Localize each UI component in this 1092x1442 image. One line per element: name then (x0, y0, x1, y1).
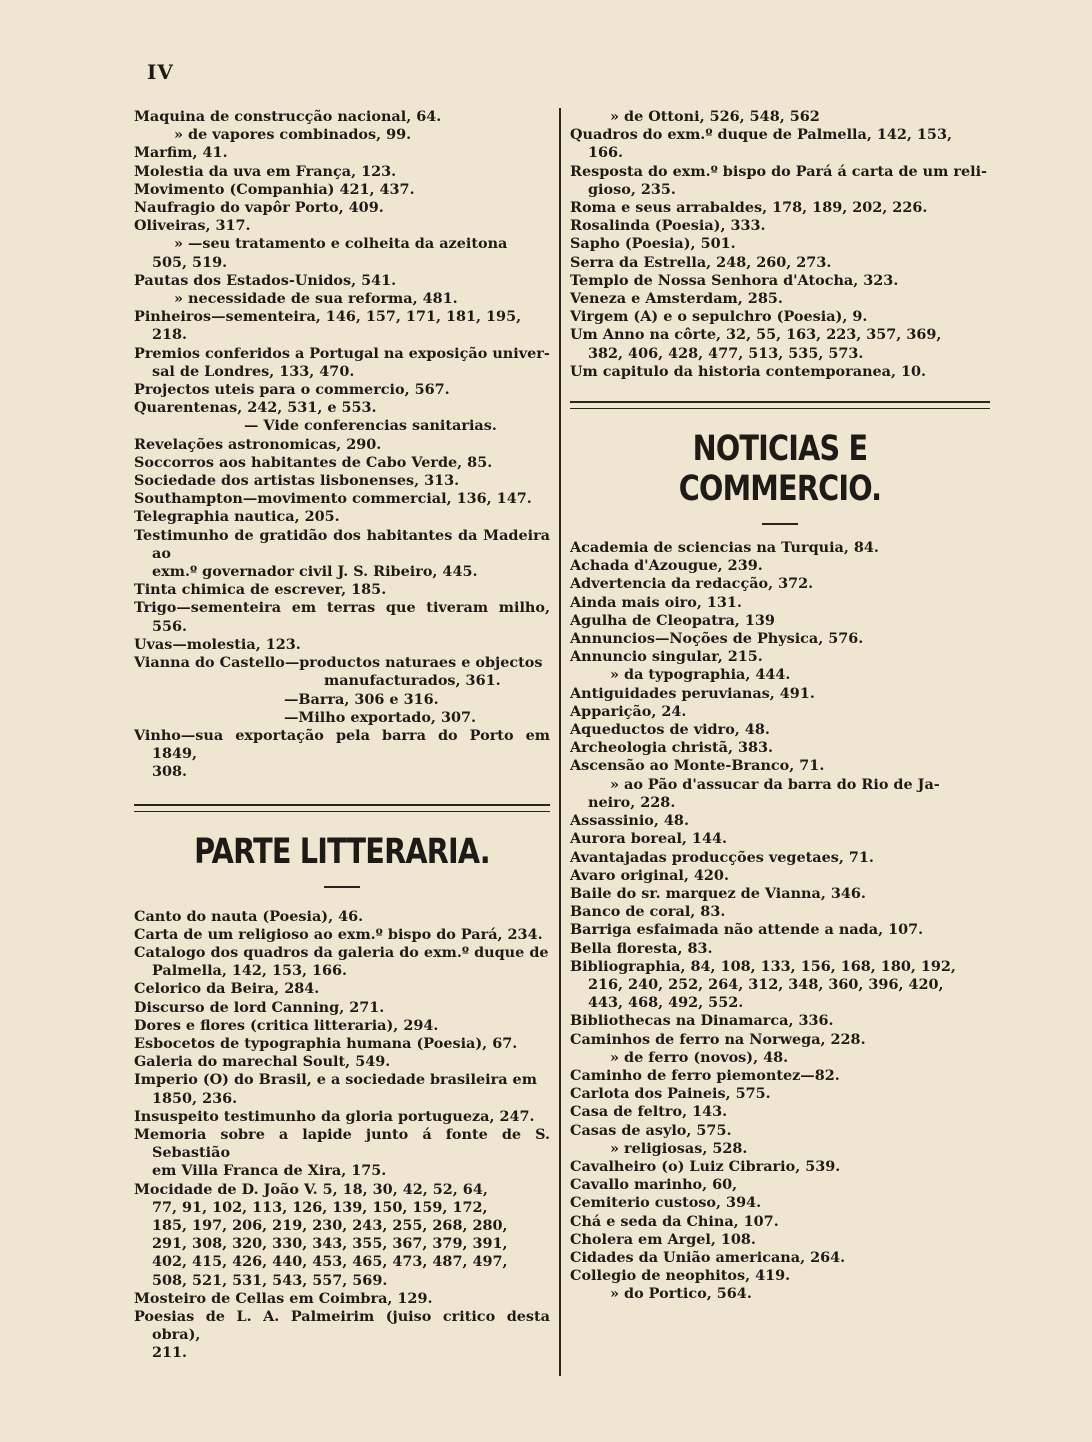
index-entry: Banco de coral, 83. (570, 903, 726, 921)
index-entry: Academia de sciencias na Turquia, 84. (570, 539, 879, 557)
index-entry: Cavalheiro (o) Luiz Cibrario, 539. (570, 1157, 841, 1175)
index-entry: Assassinio, 48. (570, 812, 689, 830)
index-entry: — Vide conferencias sanitarias. (244, 417, 497, 435)
index-entry: sal de Londres, 133, 470. (152, 362, 355, 380)
page-number: IV (147, 60, 174, 84)
index-entry: Sapho (Poesia), 501. (570, 235, 736, 253)
index-entry: Marfim, 41. (134, 144, 228, 162)
index-entry: Revelações astronomicas, 290. (134, 435, 382, 453)
index-entry: exm.º governador civil J. S. Ribeiro, 445. (152, 563, 478, 581)
index-entry: Agulha de Cleopatra, 139 (570, 611, 775, 629)
index-entry: Celorico da Beira, 284. (134, 980, 320, 998)
index-entry: —Milho exportado, 307. (284, 708, 477, 726)
index-entry: Um Anno na côrte, 32, 55, 163, 223, 357, 369, (570, 326, 942, 344)
left-entries-bottom (134, 908, 550, 1363)
index-entry: Casas de asylo, 575. (570, 1121, 732, 1139)
index-entry: Mocidade de D. João V. 5, 18, 30, 42, 52, 64, (134, 1180, 488, 1198)
index-entry: 211. (152, 1344, 188, 1362)
index-entry: Cholera em Argel, 108. (570, 1230, 756, 1248)
index-entry: Advertencia da redacção, 372. (570, 575, 814, 593)
index-entry: Cemiterio custoso, 394. (570, 1194, 762, 1212)
index-entry: Galeria do marechal Soult, 549. (134, 1053, 391, 1071)
index-entry: » da typographia, 444. (610, 666, 791, 684)
index-entry: 402, 415, 426, 440, 453, 465, 473, 487, 497, (152, 1253, 508, 1271)
index-entry: Insuspeito testimunho da gloria portugueza, 247. (134, 1107, 535, 1125)
index-entry: Maquina de construcção nacional, 64. (134, 108, 442, 125)
index-entry: 185, 197, 206, 219, 230, 243, 255, 268, 280, (152, 1216, 508, 1234)
section-rule (134, 804, 550, 812)
index-entry: 443, 468, 492, 552. (588, 994, 744, 1012)
index-entry: Tinta chimica de escrever, 185. (134, 581, 387, 599)
index-entry: 166. (588, 144, 624, 162)
index-entry: Mosteiro de Cellas em Coimbra, 129. (134, 1289, 433, 1307)
index-entry: Oliveiras, 317. (134, 217, 251, 235)
index-entry: Pinheiros—sementeira, 146, 157, 171, 181, 195, (134, 308, 522, 326)
column-divider (559, 108, 561, 1376)
index-entry: Poesias de L. A. Palmeirim (juiso critico desta obra), (134, 1307, 550, 1344)
index-entry: » religiosas, 528. (610, 1139, 748, 1157)
index-entry: Cavallo marinho, 60, (570, 1176, 738, 1194)
index-entry: Southampton—movimento commercial, 136, 147. (134, 490, 532, 508)
index-entry: Bibliographia, 84, 108, 133, 156, 168, 180, 192, (570, 957, 956, 975)
index-entry: Carta de um religioso ao exm.º bispo do Pará, 234. (134, 925, 543, 943)
index-entry: 218. (152, 326, 188, 344)
index-entry: 382, 406, 428, 477, 513, 535, 573. (588, 344, 864, 362)
index-entry: 508, 521, 531, 543, 557, 569. (152, 1271, 388, 1289)
index-entry: Chá e seda da China, 107. (570, 1212, 779, 1230)
index-entry: Achada d'Azougue, 239. (570, 557, 763, 575)
index-entry: Serra da Estrella, 248, 260, 273. (570, 253, 832, 271)
index-entry: 216, 240, 252, 264, 312, 348, 360, 396, 420, (588, 975, 944, 993)
right-entries-top (570, 108, 990, 381)
index-entry: Movimento (Companhia) 421, 437. (134, 180, 415, 198)
index-entry: —Barra, 306 e 316. (284, 690, 439, 708)
section-rule (570, 401, 990, 409)
index-entry: gioso, 235. (588, 180, 676, 198)
index-entry: Vianna do Castello—productos naturaes e objectos (134, 654, 543, 672)
index-entry: Caminho de ferro piemontez—82. (570, 1066, 840, 1084)
index-entry: Telegraphia nautica, 205. (134, 508, 340, 526)
index-entry: Discurso de lord Canning, 271. (134, 998, 385, 1016)
index-entry: » do Portico, 564. (610, 1285, 752, 1303)
index-entry: » necessidade de sua reforma, 481. (174, 290, 458, 308)
index-entry: Avaro original, 420. (570, 866, 729, 884)
left-entries-top (134, 108, 550, 782)
index-entry: Apparição, 24. (570, 702, 687, 720)
index-entry: Ascensão ao Monte-Branco, 71. (570, 757, 825, 775)
index-entry: Aqueductos de vidro, 48. (570, 721, 770, 739)
index-entry: Dores e flores (critica litteraria), 294. (134, 1016, 439, 1034)
index-entry: Baile do sr. marquez de Vianna, 346. (570, 884, 866, 902)
index-entry: Projectos uteis para o commercio, 567. (134, 381, 450, 399)
index-entry: Virgem (A) e o sepulchro (Poesia), 9. (570, 308, 868, 326)
index-entry: Testimunho de gratidão dos habitantes da Madeira ao (134, 526, 550, 562)
index-entry: 308. (152, 763, 188, 781)
right-column (570, 108, 990, 1304)
index-entry: Molestia da uva em França, 123. (134, 162, 397, 180)
index-entry: Esbocetos de typographia humana (Poesia), 67. (134, 1034, 518, 1052)
index-entry: Carlota dos Paineis, 575. (570, 1085, 771, 1103)
index-entry: Quadros do exm.º duque de Palmella, 142, 153, (570, 126, 952, 144)
index-entry: Antiguidades peruvianas, 491. (570, 684, 815, 702)
index-entry: Vinho—sua exportação pela barra do Porto em 1849, (134, 726, 550, 763)
index-entry: Caminhos de ferro na Norwega, 228. (570, 1030, 866, 1048)
index-entry: Ainda mais oiro, 131. (570, 593, 742, 611)
index-entry: » de Ottoni, 526, 548, 562 (610, 108, 820, 125)
index-entry: Veneza e Amsterdam, 285. (570, 290, 783, 308)
left-column (134, 108, 550, 1363)
index-entry: Templo de Nossa Senhora d'Atocha, 323. (570, 271, 899, 289)
index-entry: Naufragio do vapôr Porto, 409. (134, 199, 384, 217)
index-entry: Annuncios—Noções de Physica, 576. (570, 630, 864, 648)
index-entry: » ao Pão d'assucar da barra do Rio de Ja- (610, 775, 940, 793)
index-entry: Rosalinda (Poesia), 333. (570, 217, 766, 235)
index-entry: » de vapores combinados, 99. (174, 126, 412, 144)
index-entry: 77, 91, 102, 113, 126, 139, 150, 159, 172, (152, 1198, 488, 1216)
index-entry: 505, 519. (152, 253, 228, 271)
index-entry: Resposta do exm.º bispo do Pará á carta de um reli- (570, 162, 988, 180)
index-entry: Bella floresta, 83. (570, 939, 713, 957)
index-entry: Um capitulo da historia contemporanea, 10. (570, 362, 927, 380)
section-title-noticias-e-commercio: NOTICIAS E COMMERCIO. (678, 429, 882, 510)
index-entry: Aurora boreal, 144. (570, 830, 727, 848)
index-entry: » de ferro (novos), 48. (610, 1048, 789, 1066)
index-entry: Roma e seus arrabaldes, 178, 189, 202, 226. (570, 199, 928, 217)
index-entry: Catalogo dos quadros da galeria do exm.º duque de (134, 943, 549, 961)
index-entry: 291, 308, 320, 330, 343, 355, 367, 379, 391, (152, 1235, 508, 1253)
index-entry: Avantajadas producções vegetaes, 71. (570, 848, 874, 866)
index-entry: manufacturados, 361. (324, 672, 501, 690)
right-entries-bottom (570, 539, 990, 1304)
index-entry: Sociedade dos artistas lisbonenses, 313. (134, 472, 460, 490)
index-entry: Soccorros aos habitantes de Cabo Verde, 85. (134, 453, 493, 471)
index-entry: Casa de feltro, 143. (570, 1103, 728, 1121)
index-entry: em Villa Franca de Xira, 175. (152, 1162, 387, 1180)
index-entry: neiro, 228. (588, 793, 676, 811)
index-entry: Trigo—sementeira em terras que tiveram milho, 556. (134, 599, 550, 635)
index-entry: Bibliothecas na Dinamarca, 336. (570, 1012, 834, 1030)
section-title-parte-litteraria: PARTE LITTERARIA. (194, 831, 490, 872)
index-entry: Canto do nauta (Poesia), 46. (134, 907, 364, 925)
index-entry: Memoria sobre a lapide junto á fonte de S. Sebastião (134, 1125, 550, 1162)
index-entry: Pautas dos Estados-Unidos, 541. (134, 271, 397, 289)
index-entry: 1850, 236. (152, 1089, 238, 1107)
index-entry: Imperio (O) do Brasil, e a sociedade brasileira em (134, 1071, 537, 1089)
index-entry: Premios conferidos a Portugal na exposição univer- (134, 344, 550, 362)
index-entry: » —seu tratamento e colheita da azeitona (174, 235, 508, 253)
index-entry: Palmella, 142, 153, 166. (152, 962, 348, 980)
index-entry: Uvas—molestia, 123. (134, 635, 301, 653)
index-entry: Archeologia christã, 383. (570, 739, 774, 757)
index-entry: Quarentenas, 242, 531, e 553. (134, 399, 377, 417)
index-entry: Annuncio singular, 215. (570, 648, 763, 666)
index-entry: Collegio de neophitos, 419. (570, 1267, 791, 1285)
index-entry: Barriga esfaimada não attende a nada, 107. (570, 921, 924, 939)
index-entry: Cidades da União americana, 264. (570, 1248, 846, 1266)
